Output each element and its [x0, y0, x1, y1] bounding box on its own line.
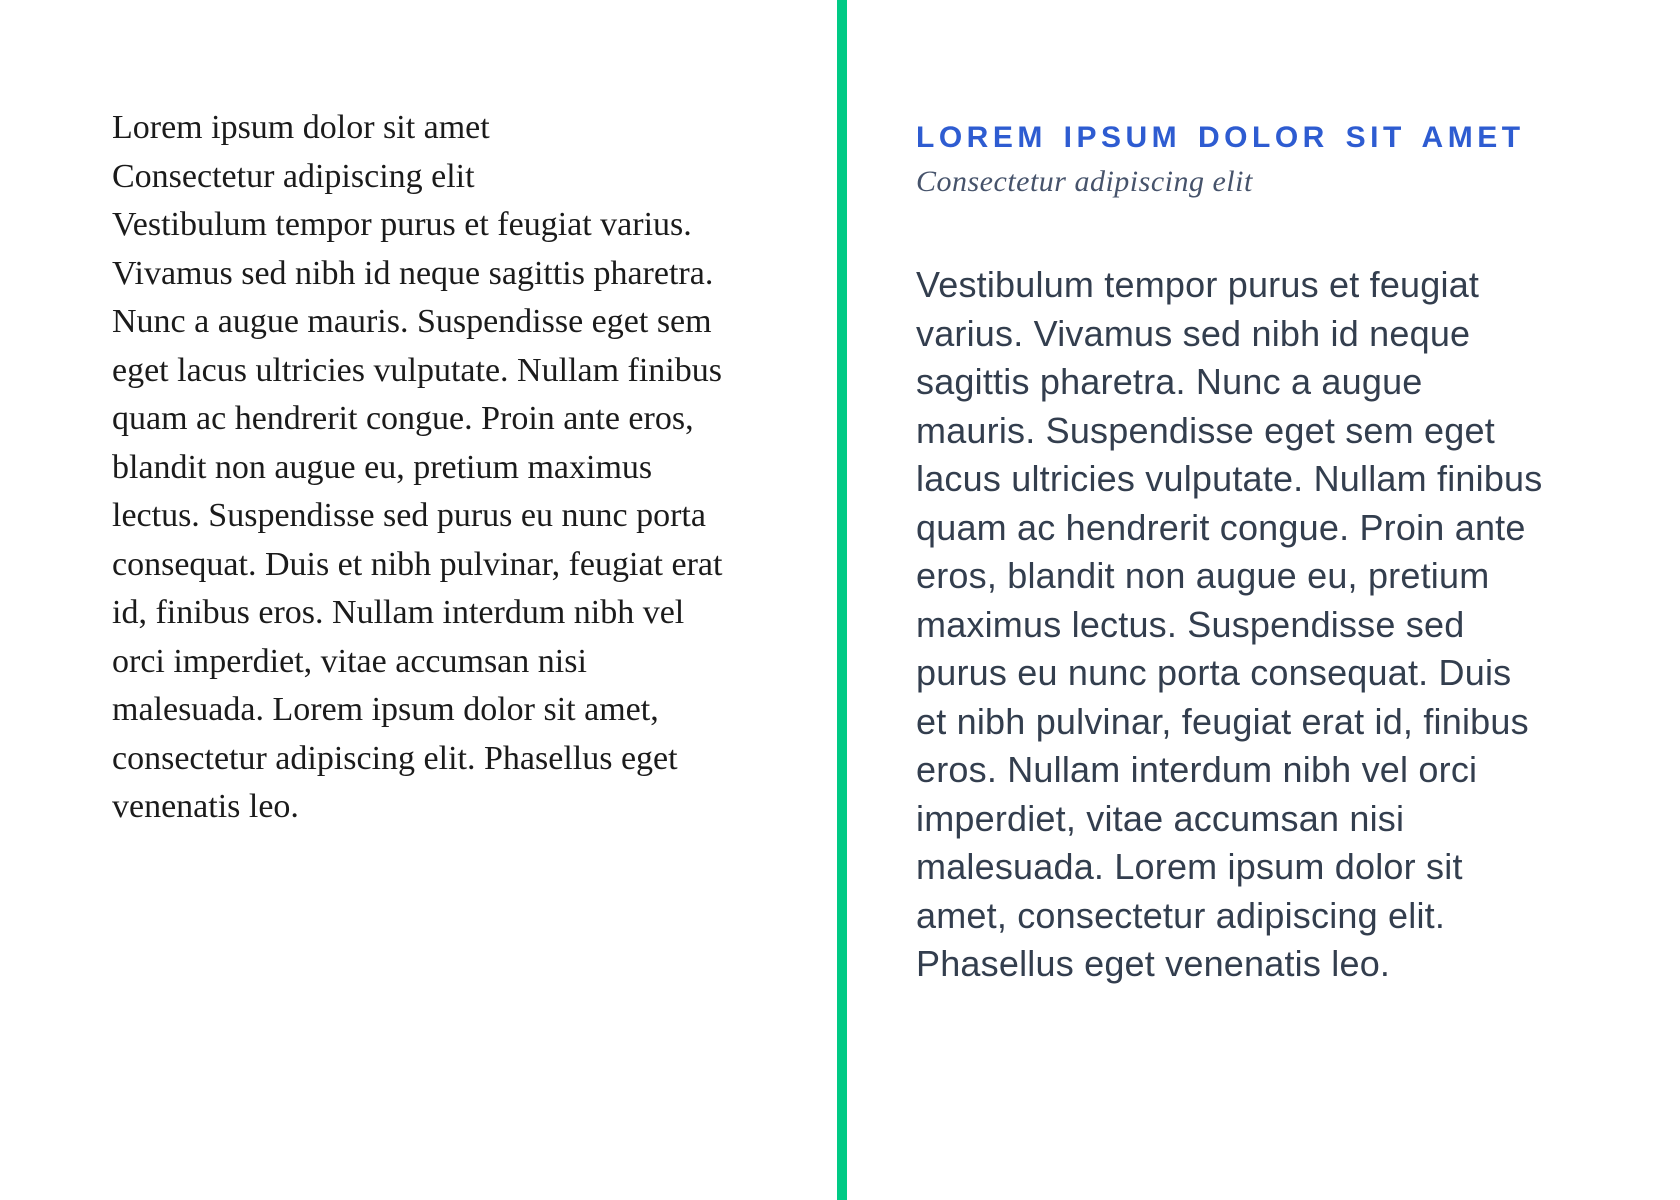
styled-body-text: Vestibulum tempor purus et feugiat varius. Vivamus sed nibh id neque sagittis pharetra. Nunc a augue mauris. Suspendisse eget sem eget lacus ultricies vulputate. Nullam finibus quam ac hendrerit congue. Proin ante eros, blandit non augue eu, pretium maximus lectus. Suspendisse sed purus eu nunc porta consequat. Duis et nibh pulvinar, feugiat erat id, finibus eros. Nullam interdum nibh vel orci imperdiet, vitae accumsan nisi malesuada. Lorem ipsum dolor sit amet, consectetur adipiscing elit. Phasellus eget venenatis leo. — [916, 264, 1543, 984]
plain-subtitle: Consectetur adipiscing elit — [112, 157, 475, 195]
styled-text-column — [916, 0, 1548, 989]
styled-subtitle: Consectetur adipiscing elit — [916, 165, 1253, 198]
vertical-divider — [837, 0, 847, 1200]
styled-title: LOREM IPSUM DOLOR SIT AMET — [916, 121, 1525, 154]
plain-text-column — [112, 104, 737, 832]
plain-body-text: Vestibulum tempor purus et feugiat varius. Vivamus sed nibh id neque sagittis pharetra. Nunc a augue mauris. Suspendisse eget sem eget lacus ultricies vulputate. Nullam finibus quam ac hendrerit congue. Proin ante eros, blandit non augue eu, pretium maximus lectus. Suspendisse sed purus eu nunc porta consequat. Duis et nibh pulvinar, feugiat erat id, finibus eros. Nullam interdum nibh vel orci imperdiet, vitae accumsan nisi malesuada. Lorem ipsum dolor sit amet, consectetur adipiscing elit. Phasellus eget venenatis leo. — [112, 206, 723, 825]
plain-title: Lorem ipsum dolor sit amet — [112, 109, 490, 146]
